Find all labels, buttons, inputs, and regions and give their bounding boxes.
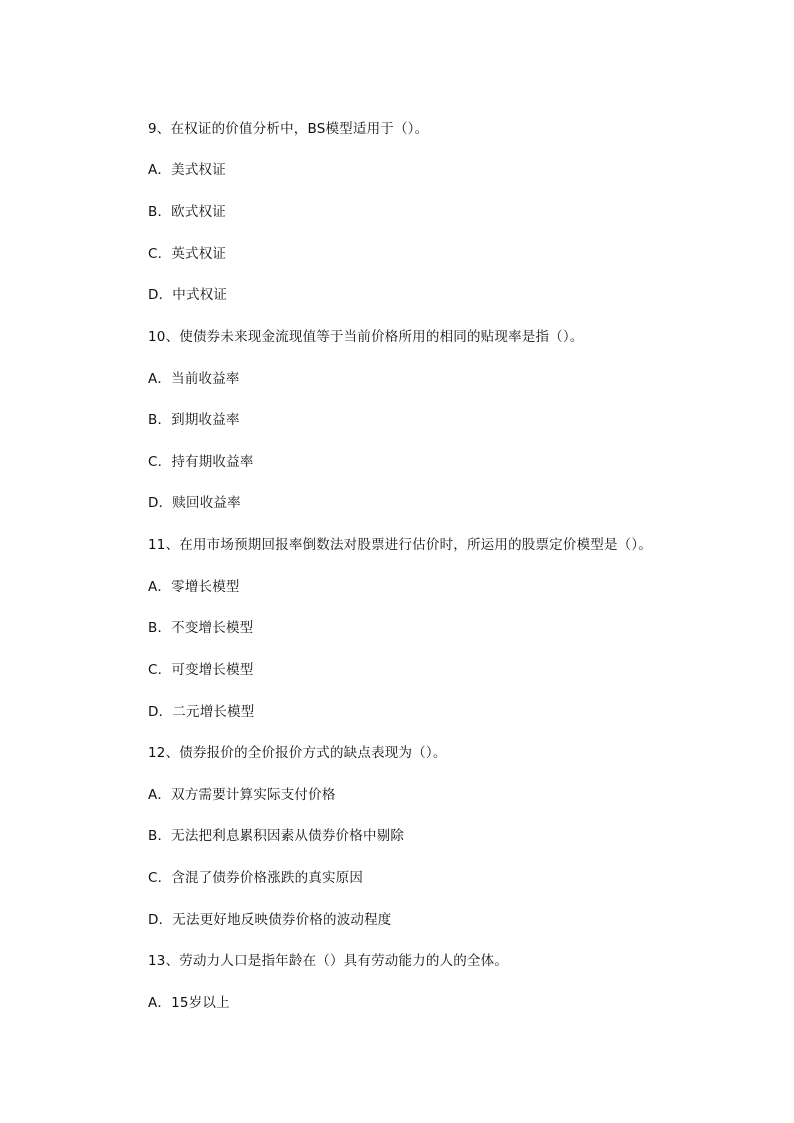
question-12-option-a: A．双方需要计算实际支付价格 — [148, 787, 336, 803]
question-13-option-a: A．15岁以上 — [148, 995, 230, 1011]
question-11-option-d: D．二元增长模型 — [148, 704, 255, 720]
question-9-option-c: C．英式权证 — [148, 246, 227, 262]
question-10-stem: 10、使债券未来现金流现值等于当前价格所用的相同的贴现率是指（）。 — [148, 329, 584, 345]
question-12-stem: 12、债券报价的全价报价方式的缺点表现为（）。 — [148, 745, 447, 761]
question-9-stem: 9、在权证的价值分析中，BS模型适用于（）。 — [148, 121, 429, 137]
question-9-option-b: B．欧式权证 — [148, 204, 226, 220]
question-11-option-c: C．可变增长模型 — [148, 662, 254, 678]
question-11-stem: 11、在用市场预期回报率倒数法对股票进行估价时，所运用的股票定价模型是（）。 — [148, 537, 653, 553]
question-10-option-c: C．持有期收益率 — [148, 454, 254, 470]
question-12-option-c: C．含混了债券价格涨跌的真实原因 — [148, 870, 364, 886]
question-13-stem: 13、劳动力人口是指年龄在（）具有劳动能力的人的全体。 — [148, 953, 509, 969]
question-11-option-b: B．不变增长模型 — [148, 620, 254, 636]
question-10-option-d: D．赎回收益率 — [148, 495, 241, 511]
question-12-option-b: B．无法把利息累积因素从债券价格中剔除 — [148, 828, 405, 844]
question-11-option-a: A．零增长模型 — [148, 579, 240, 595]
question-10-option-a: A．当前收益率 — [148, 371, 240, 387]
question-10-option-b: B．到期收益率 — [148, 412, 240, 428]
question-9-option-a: A．美式权证 — [148, 162, 226, 178]
question-12-option-d: D．无法更好地反映债券价格的波动程度 — [148, 912, 392, 928]
question-9-option-d: D．中式权证 — [148, 287, 228, 303]
